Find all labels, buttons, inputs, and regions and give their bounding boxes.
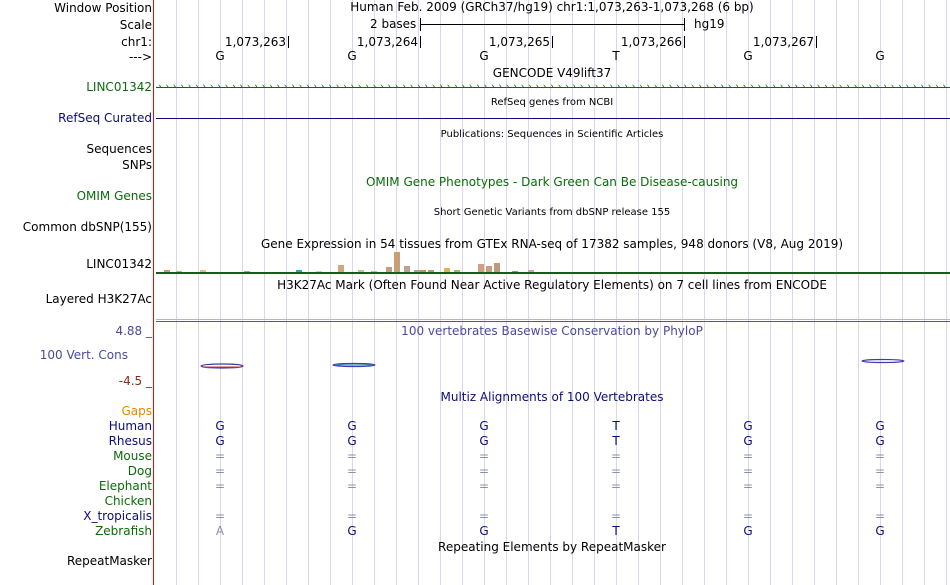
- strand-arrow: ›: [912, 82, 917, 92]
- alignment-base: A: [215, 524, 225, 538]
- strand-arrow: ›: [306, 82, 310, 92]
- strand-arrow: ›: [920, 82, 924, 92]
- coordinate-tick: [420, 36, 421, 48]
- strand-arrow: ›: [853, 82, 858, 92]
- strand-arrow: ›: [439, 82, 443, 92]
- strand-arrow: ›: [927, 82, 932, 92]
- species-label-dog[interactable]: Dog: [127, 464, 152, 478]
- strand-arrow: ›: [646, 82, 650, 92]
- gtex-tissue-bar[interactable]: [338, 265, 344, 272]
- strand-arrow: ›: [402, 82, 406, 92]
- strand-label: --->: [128, 50, 152, 64]
- gtex-tissue-bar[interactable]: [478, 264, 484, 272]
- strand-arrow: ›: [454, 82, 458, 92]
- alignment-base: =: [742, 479, 754, 493]
- base-letter: G: [479, 49, 489, 63]
- alignment-base: =: [610, 464, 622, 478]
- strand-arrow: ›: [668, 82, 673, 92]
- strand-arrow: ›: [365, 82, 369, 92]
- strand-arrow: ›: [350, 82, 354, 92]
- base-letter: T: [612, 49, 620, 63]
- snps-label[interactable]: SNPs: [122, 158, 152, 172]
- repeatmasker-title: Repeating Elements by RepeatMasker: [438, 540, 666, 554]
- alignment-base: G: [479, 419, 489, 433]
- omim-title: OMIM Gene Phenotypes - Dark Green Can Be Disease-causing: [365, 175, 739, 189]
- strand-arrow: ›: [735, 82, 739, 92]
- alignment-base: G: [347, 434, 357, 448]
- strand-arrow: ›: [631, 82, 636, 92]
- base-letter: G: [743, 49, 753, 63]
- strand-arrow: ›: [565, 82, 569, 92]
- phylop-conservation-marks[interactable]: [156, 356, 950, 372]
- alignment-base: =: [214, 509, 226, 523]
- coordinate-label: 1,073,265: [488, 35, 550, 49]
- strand-arrow: ›: [824, 82, 828, 92]
- label-divider: [153, 0, 154, 585]
- species-label-chicken[interactable]: Chicken: [104, 494, 152, 508]
- alignment-base: G: [875, 434, 885, 448]
- omim-label[interactable]: OMIM Genes: [76, 189, 152, 203]
- strand-arrow: ›: [461, 82, 465, 92]
- strand-arrow: ›: [609, 82, 613, 92]
- strand-arrow: ›: [883, 82, 887, 92]
- species-label-elephant[interactable]: Elephant: [98, 479, 152, 493]
- alignment-base: =: [742, 464, 754, 478]
- gtex-tissue-bar[interactable]: [386, 267, 392, 272]
- alignment-base: =: [214, 464, 226, 478]
- alignment-base: =: [742, 509, 754, 523]
- strand-arrow: ›: [831, 82, 835, 92]
- chrom-label: chr1:: [121, 35, 152, 49]
- strand-arrow: ›: [572, 82, 576, 92]
- gtex-tissue-bar[interactable]: [420, 270, 426, 272]
- publications-title: Publications: Sequences in Scientific Articles: [440, 129, 664, 140]
- strand-arrow: ›: [898, 82, 902, 92]
- base-letter: G: [347, 49, 357, 63]
- alignment-base: T: [612, 434, 620, 448]
- strand-arrow: ›: [158, 82, 162, 92]
- alignment-base: G: [347, 419, 357, 433]
- gtex-tissue-bar[interactable]: [444, 268, 450, 272]
- strand-arrow: ›: [579, 82, 584, 92]
- alignment-base: G: [743, 434, 753, 448]
- strand-arrow: ›: [683, 82, 687, 92]
- coordinate-label: 1,073,264: [356, 35, 418, 49]
- strand-arrow: ›: [727, 82, 732, 92]
- gtex-tissue-bar[interactable]: [404, 266, 410, 272]
- strand-arrow: ›: [320, 82, 325, 92]
- multiz-title: Multiz Alignments of 100 Vertebrates: [440, 390, 664, 404]
- alignment-base: T: [612, 524, 620, 538]
- coordinate-label: 1,073,263: [224, 35, 286, 49]
- strand-arrow: ›: [424, 82, 428, 92]
- strand-arrow: ›: [624, 82, 628, 92]
- gtex-tissue-bar[interactable]: [200, 270, 206, 272]
- strand-arrow: ›: [557, 82, 562, 92]
- coordinate-tick: [552, 36, 553, 48]
- alignment-base: =: [346, 479, 358, 493]
- dbsnp-label[interactable]: Common dbSNP(155): [22, 220, 152, 234]
- species-label-zebrafish[interactable]: Zebrafish: [95, 524, 152, 538]
- scale-bar: [420, 24, 684, 25]
- strand-arrow: ›: [498, 82, 502, 92]
- gtex-tissue-bar[interactable]: [414, 270, 420, 272]
- gtex-tissue-bar[interactable]: [176, 271, 182, 272]
- strand-arrow: ›: [328, 82, 332, 92]
- dbsnp-title: Short Genetic Variants from dbSNP release 155: [433, 207, 671, 218]
- strand-arrow: ›: [269, 82, 273, 92]
- gtex-tissue-bar[interactable]: [244, 271, 250, 272]
- strand-arrow: ›: [535, 82, 539, 92]
- strand-arrow: ›: [639, 82, 643, 92]
- refseq-title: RefSeq genes from NCBI: [490, 97, 614, 108]
- gencode-title: GENCODE V49lift37: [492, 66, 612, 80]
- strand-arrow: ›: [787, 82, 791, 92]
- strand-arrow: ›: [298, 82, 303, 92]
- strand-arrow: ›: [690, 82, 695, 92]
- alignment-base: G: [479, 434, 489, 448]
- alignment-base: G: [347, 524, 357, 538]
- base-letter: G: [875, 49, 885, 63]
- alignment-base: =: [478, 449, 490, 463]
- phylop-title: 100 vertebrates Basewise Conservation by PhyloP: [401, 324, 703, 338]
- alignment-base: T: [612, 419, 620, 433]
- h3k27ac-title: H3K27Ac Mark (Often Found Near Active Regulatory Elements) on 7 cell lines from ENCODE: [277, 278, 827, 292]
- gtex-tissue-bar[interactable]: [394, 252, 400, 272]
- strand-arrow: ›: [291, 82, 295, 92]
- strand-arrow: ›: [942, 82, 946, 92]
- strand-arrow: ›: [838, 82, 843, 92]
- scale-db: hg19: [694, 17, 725, 31]
- alignment-base: G: [875, 419, 885, 433]
- strand-arrow: ›: [794, 82, 798, 92]
- coordinate-tick: [288, 36, 289, 48]
- alignment-base: =: [874, 509, 886, 523]
- alignment-base: =: [214, 449, 226, 463]
- strand-arrow: ›: [846, 82, 850, 92]
- strand-arrow: ›: [905, 82, 909, 92]
- window-position-label: Window Position: [54, 1, 152, 15]
- strand-arrow: ›: [217, 82, 221, 92]
- strand-arrow: ›: [232, 82, 236, 92]
- strand-arrow: ›: [661, 82, 665, 92]
- strand-arrow: ›: [261, 82, 266, 92]
- strand-arrow: ›: [742, 82, 747, 92]
- gtex-tissue-bar[interactable]: [358, 270, 364, 272]
- strand-arrow: ›: [431, 82, 436, 92]
- strand-arrow: ›: [505, 82, 510, 92]
- strand-arrow: ›: [890, 82, 895, 92]
- gtex-tissue-bar[interactable]: [371, 271, 377, 272]
- strand-arrow: ›: [875, 82, 880, 92]
- strand-arrow: ›: [195, 82, 199, 92]
- strand-arrow: ›: [809, 82, 813, 92]
- gtex-label[interactable]: LINC01342: [86, 257, 152, 271]
- strand-arrow: ›: [180, 82, 184, 92]
- gtex-tissue-bar[interactable]: [512, 271, 518, 272]
- strand-arrow: ›: [468, 82, 473, 92]
- h3k27ac-label[interactable]: Layered H3K27Ac: [45, 292, 152, 306]
- strand-arrow: ›: [343, 82, 347, 92]
- strand-arrow: ›: [602, 82, 606, 92]
- strand-arrow: ›: [801, 82, 806, 92]
- strand-arrow: ›: [698, 82, 702, 92]
- sequences-label[interactable]: Sequences: [86, 142, 152, 156]
- repeatmasker-label[interactable]: RepeatMasker: [66, 554, 152, 568]
- alignment-base: G: [743, 524, 753, 538]
- strand-arrow: ›: [283, 82, 288, 92]
- gtex-tissue-bar[interactable]: [528, 270, 534, 272]
- strand-arrow: ›: [676, 82, 680, 92]
- alignment-base: =: [610, 509, 622, 523]
- species-label-human[interactable]: Human: [108, 419, 152, 433]
- strand-arrow: ›: [254, 82, 258, 92]
- alignment-base: =: [874, 464, 886, 478]
- strand-arrow: ›: [276, 82, 280, 92]
- coordinate-label: 1,073,267: [752, 35, 814, 49]
- h3k27ac-signal: [156, 321, 950, 322]
- strand-arrow: ›: [372, 82, 377, 92]
- h3k27ac-signal-top: [156, 319, 950, 320]
- alignment-base: =: [742, 449, 754, 463]
- strand-arrow: ›: [335, 82, 340, 92]
- strand-arrow: ›: [653, 82, 658, 92]
- species-label-mouse[interactable]: Mouse: [113, 449, 152, 463]
- strand-arrow: ›: [313, 82, 317, 92]
- phylop-min-label: -4.5 _: [118, 374, 152, 388]
- alignment-base: G: [215, 434, 225, 448]
- coordinate-tick: [684, 36, 685, 48]
- strand-arrow: ›: [542, 82, 547, 92]
- scale-value: 2 bases: [370, 17, 417, 31]
- phylop-label[interactable]: 100 Vert. Cons: [39, 348, 128, 362]
- strand-arrow: ›: [239, 82, 243, 92]
- strand-arrow: ›: [528, 82, 532, 92]
- strand-arrow: ›: [935, 82, 939, 92]
- strand-arrow: ›: [476, 82, 480, 92]
- alignment-base: =: [478, 464, 490, 478]
- alignment-base: G: [875, 524, 885, 538]
- alignment-base: G: [215, 419, 225, 433]
- alignment-base: =: [478, 509, 490, 523]
- strand-arrow: ›: [483, 82, 488, 92]
- species-label-rhesus[interactable]: Rhesus: [108, 434, 152, 448]
- alignment-base: =: [214, 479, 226, 493]
- alignment-base: =: [874, 449, 886, 463]
- strand-arrow: ›: [513, 82, 517, 92]
- scale-bar-left-tick: [420, 18, 421, 31]
- gtex-tissue-bar[interactable]: [428, 270, 434, 272]
- refseq-gene-line[interactable]: [156, 118, 950, 119]
- strand-arrow: ›: [520, 82, 525, 92]
- strand-arrow: ›: [387, 82, 391, 92]
- gaps-label[interactable]: Gaps: [121, 404, 152, 418]
- alignment-base: =: [610, 449, 622, 463]
- strand-arrow: ›: [705, 82, 710, 92]
- assembly-title: Human Feb. 2009 (GRCh37/hg19) chr1:1,073,263-1,073,268 (6 bp): [350, 0, 754, 14]
- strand-arrow: ›: [587, 82, 591, 92]
- strand-arrow: ›: [394, 82, 399, 92]
- strand-arrow: ›: [713, 82, 717, 92]
- strand-arrow: ›: [224, 82, 229, 92]
- strand-arrow: ›: [187, 82, 192, 92]
- alignment-base: =: [478, 479, 490, 493]
- alignment-base: =: [610, 479, 622, 493]
- strand-arrow: ›: [491, 82, 495, 92]
- strand-arrow: ›: [757, 82, 761, 92]
- gtex-tissue-bar[interactable]: [316, 271, 322, 272]
- coordinate-label: 1,073,266: [620, 35, 682, 49]
- scale-label: Scale: [119, 18, 152, 32]
- strand-arrow: ›: [861, 82, 865, 92]
- strand-arrow: ›: [616, 82, 621, 92]
- species-label-x_tropicalis[interactable]: X_tropicalis: [83, 509, 152, 523]
- strand-arrow: ›: [764, 82, 769, 92]
- strand-arrow: ›: [750, 82, 754, 92]
- strand-arrow: ›: [594, 82, 599, 92]
- alignment-base: =: [346, 509, 358, 523]
- strand-arrow: ›: [409, 82, 414, 92]
- strand-arrow: ›: [165, 82, 169, 92]
- scale-bar-right-tick: [684, 18, 685, 31]
- strand-arrow: ›: [246, 82, 251, 92]
- strand-arrow: ›: [550, 82, 554, 92]
- gtex-expression-bars[interactable]: [156, 250, 950, 276]
- gencode-label[interactable]: LINC01342: [86, 80, 152, 94]
- coordinate-tick: [816, 36, 817, 48]
- phylop-max-label: 4.88 _: [115, 324, 152, 338]
- strand-arrow: ›: [202, 82, 206, 92]
- alignment-base: =: [346, 449, 358, 463]
- phylop-mark-3: [862, 360, 904, 363]
- gtex-tissue-bar[interactable]: [494, 263, 500, 272]
- strand-arrow: ›: [720, 82, 724, 92]
- gtex-tissue-bar[interactable]: [164, 270, 170, 272]
- alignment-base: G: [479, 524, 489, 538]
- base-letter: G: [215, 49, 225, 63]
- gtex-title: Gene Expression in 54 tissues from GTEx RNA-seq of 17382 samples, 948 donors (V8, Aug 2019): [260, 237, 844, 251]
- gtex-tissue-bar[interactable]: [454, 270, 460, 272]
- alignment-base: =: [874, 479, 886, 493]
- strand-arrow: ›: [209, 82, 214, 92]
- strand-arrow: ›: [779, 82, 784, 92]
- gtex-tissue-bar[interactable]: [296, 270, 302, 272]
- alignment-base: =: [346, 464, 358, 478]
- strand-arrow: ›: [868, 82, 872, 92]
- strand-arrow: ›: [816, 82, 821, 92]
- strand-arrow: ›: [772, 82, 776, 92]
- strand-arrow: ›: [446, 82, 451, 92]
- strand-arrow: ›: [357, 82, 362, 92]
- strand-arrow: ›: [417, 82, 421, 92]
- gtex-tissue-bar[interactable]: [486, 266, 492, 272]
- strand-arrow: ›: [172, 82, 177, 92]
- strand-arrow: ›: [380, 82, 384, 92]
- refseq-label[interactable]: RefSeq Curated: [58, 111, 152, 125]
- alignment-base: G: [743, 419, 753, 433]
